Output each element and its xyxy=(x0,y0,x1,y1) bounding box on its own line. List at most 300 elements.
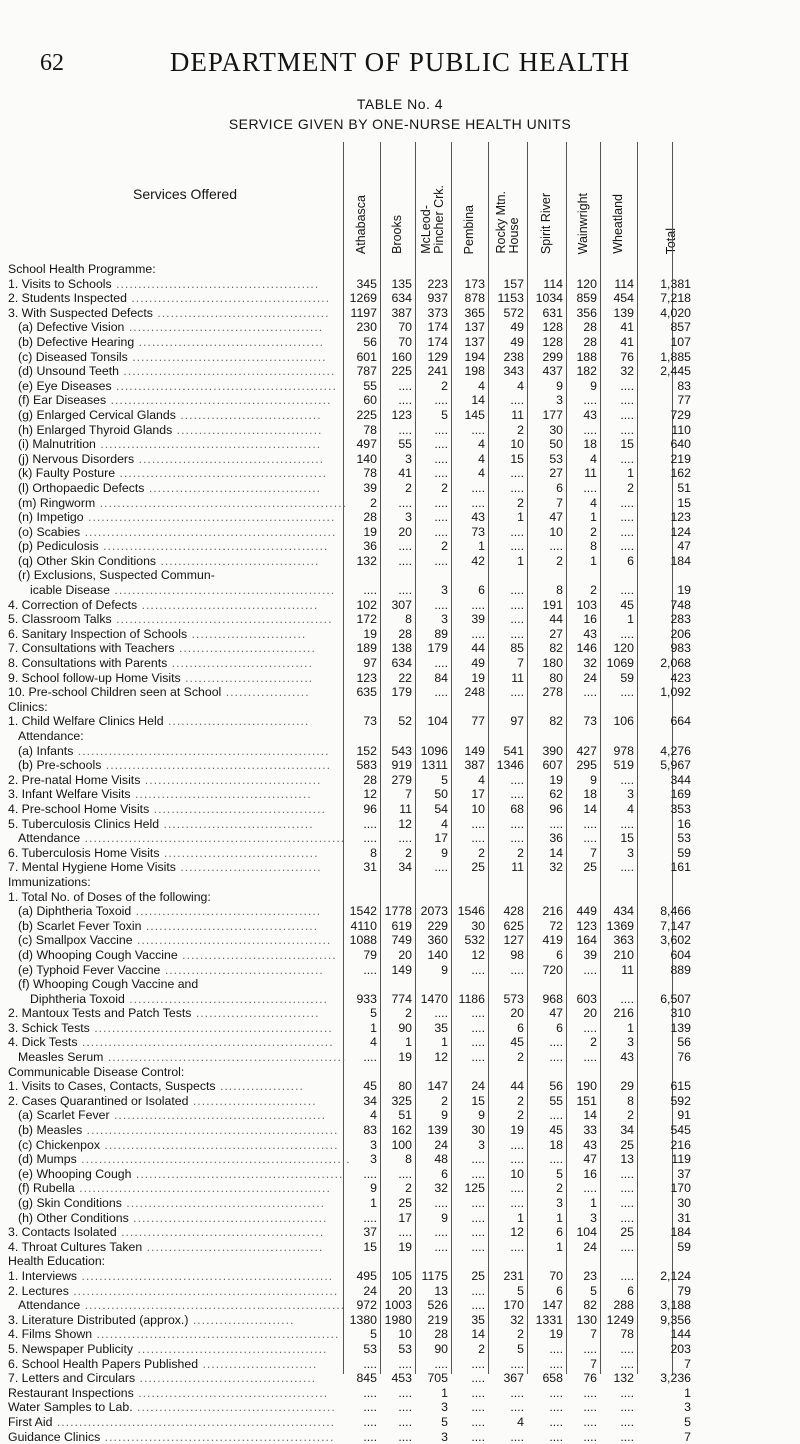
row-label xyxy=(8,1371,316,1386)
table-cell: 78 xyxy=(343,466,377,481)
leader-dots: ................................................... xyxy=(99,539,329,553)
table-cell: .... xyxy=(380,1415,412,1430)
table-cell: 241 xyxy=(415,364,448,379)
leader-dots: .......................... xyxy=(187,627,306,641)
table-cell: .... xyxy=(527,539,563,554)
table-cell: 4 xyxy=(451,773,485,788)
table-cell: 634 xyxy=(380,291,412,306)
table-cell: 104 xyxy=(415,714,448,729)
table-cell: 16 xyxy=(637,817,691,832)
section-heading xyxy=(8,875,91,890)
table-row xyxy=(0,656,800,671)
row-label xyxy=(8,1240,323,1255)
table-cell: 541 xyxy=(488,744,524,759)
table-cell: 1369 xyxy=(600,919,634,934)
table-cell: 48 xyxy=(415,1152,448,1167)
row-label xyxy=(18,320,323,335)
table-cell: 2 xyxy=(566,525,597,540)
section-heading xyxy=(8,1254,105,1269)
table-cell: 102 xyxy=(343,598,377,613)
table-cell: 20 xyxy=(380,948,412,963)
table-cell: 77 xyxy=(451,714,485,729)
table-cell: 179 xyxy=(380,685,412,700)
table-cell: 3 xyxy=(527,1196,563,1211)
leader-dots: ................................... xyxy=(160,846,319,860)
column-header xyxy=(488,142,527,254)
table-cell: .... xyxy=(415,452,448,467)
table-cell: 43 xyxy=(600,1050,634,1065)
table-cell: 7 xyxy=(566,846,597,861)
table-cell: .... xyxy=(488,1152,524,1167)
table-cell: 19 xyxy=(637,583,691,598)
table-cell: 4 xyxy=(415,817,448,832)
table-cell: 1197 xyxy=(343,306,377,321)
table-cell: 18 xyxy=(566,787,597,802)
table-cell: 104 xyxy=(566,1225,597,1240)
row-label-text: Guidance Clinics xyxy=(8,1430,100,1444)
table-cell: 1 xyxy=(415,1035,448,1050)
table-cell: .... xyxy=(566,1386,597,1401)
table-cell: 937 xyxy=(415,291,448,306)
table-cell: 28 xyxy=(343,510,377,525)
row-label xyxy=(8,1430,334,1444)
table-cell: .... xyxy=(380,1386,412,1401)
table-cell: 532 xyxy=(451,933,485,948)
table-cell: .... xyxy=(415,598,448,613)
table-cell: .... xyxy=(488,1357,524,1372)
table-cell: .... xyxy=(488,773,524,788)
table-cell: .... xyxy=(451,1152,485,1167)
row-label xyxy=(18,1138,339,1153)
table-cell: 139 xyxy=(600,306,634,321)
table-cell: 845 xyxy=(343,1371,377,1386)
table-cell: 225 xyxy=(380,364,412,379)
table-cell: 14 xyxy=(451,393,485,408)
table-cell: 55 xyxy=(343,379,377,394)
table-cell: 4 xyxy=(566,452,597,467)
table-cell: .... xyxy=(527,817,563,832)
table-cell: 6 xyxy=(600,554,634,569)
table-cell: 1 xyxy=(527,1211,563,1226)
table-cell: .... xyxy=(600,1167,634,1182)
row-label-text: Clinics: xyxy=(8,700,48,714)
table-cell: .... xyxy=(451,1240,485,1255)
table-cell: 39 xyxy=(566,948,597,963)
table-cell: 43 xyxy=(451,510,485,525)
table-row xyxy=(0,277,800,292)
table-cell: 19 xyxy=(380,1240,412,1255)
table-cell: 497 xyxy=(343,437,377,452)
table-cell: 3 xyxy=(600,1035,634,1050)
leader-dots: ............................................................... xyxy=(52,1415,335,1429)
table-cell: 32 xyxy=(566,656,597,671)
table-cell: .... xyxy=(488,831,524,846)
table-cell: 4,276 xyxy=(637,744,691,759)
table-cell: 231 xyxy=(488,1269,524,1284)
table-cell: 45 xyxy=(488,1035,524,1050)
row-label xyxy=(8,1021,333,1036)
table-cell: 49 xyxy=(488,335,524,350)
table-row xyxy=(0,1284,800,1299)
table-cell: 774 xyxy=(380,992,412,1007)
table-cell: 983 xyxy=(637,641,691,656)
table-cell: 9 xyxy=(566,773,597,788)
table-cell: 1 xyxy=(415,1386,448,1401)
table-row xyxy=(0,758,800,773)
row-label xyxy=(18,496,347,511)
table-cell: .... xyxy=(415,554,448,569)
section-heading xyxy=(8,700,48,715)
table-row xyxy=(0,992,800,1007)
table-cell: 203 xyxy=(637,1342,691,1357)
table-cell: 27 xyxy=(527,627,563,642)
row-label-text: 3. Literature Distributed (approx.) xyxy=(8,1313,188,1327)
leader-dots: ........................................................ xyxy=(84,510,336,524)
row-label xyxy=(18,1181,331,1196)
row-label xyxy=(18,554,319,569)
table-cell: 24 xyxy=(415,1138,448,1153)
leader-dots: ....................................... xyxy=(149,802,326,816)
table-cell: .... xyxy=(343,1386,377,1401)
table-cell: 32 xyxy=(488,1313,524,1328)
table-cell: 84 xyxy=(415,671,448,686)
column-header xyxy=(380,142,415,254)
table-cell: .... xyxy=(600,1342,634,1357)
table-cell: 1088 xyxy=(343,933,377,948)
table-cell: 592 xyxy=(637,1094,691,1109)
table-cell: .... xyxy=(566,1430,597,1444)
table-cell: 216 xyxy=(637,1138,691,1153)
table-cell: .... xyxy=(488,1430,524,1444)
table-cell: 152 xyxy=(343,744,377,759)
leader-dots: ............................................. xyxy=(125,992,328,1006)
table-cell: 1269 xyxy=(343,291,377,306)
table-cell: 55 xyxy=(380,437,412,452)
table-cell: 1 xyxy=(600,612,634,627)
table-cell: 24 xyxy=(566,1240,597,1255)
leader-dots: ............................................. xyxy=(122,1196,325,1210)
table-cell: 2 xyxy=(600,481,634,496)
table-cell: 225 xyxy=(343,408,377,423)
table-row xyxy=(0,627,800,642)
table-cell: .... xyxy=(380,583,412,598)
table-cell: 4 xyxy=(451,452,485,467)
row-label xyxy=(18,423,322,438)
table-cell: .... xyxy=(380,539,412,554)
table-cell: 15 xyxy=(488,452,524,467)
table-cell: 216 xyxy=(527,904,563,919)
table-row xyxy=(0,1371,800,1386)
table-cell: 5 xyxy=(415,773,448,788)
table-cell: .... xyxy=(343,1430,377,1444)
table-cell: 5 xyxy=(488,1284,524,1299)
row-label xyxy=(8,291,330,306)
table-cell: .... xyxy=(488,583,524,598)
table-cell: 283 xyxy=(637,612,691,627)
table-cell: 206 xyxy=(637,627,691,642)
row-label xyxy=(8,1094,317,1109)
table-cell: 2 xyxy=(488,496,524,511)
table-cell: .... xyxy=(527,1400,563,1415)
row-label-text: (q) Other Skin Conditions xyxy=(18,554,156,568)
table-cell: 82 xyxy=(566,1298,597,1313)
table-cell: 20 xyxy=(488,1006,524,1021)
table-cell: .... xyxy=(380,1225,412,1240)
table-cell: .... xyxy=(415,685,448,700)
table-cell: .... xyxy=(451,1430,485,1444)
leader-dots: ......................................................... xyxy=(82,1123,338,1137)
table-cell: 100 xyxy=(380,1138,412,1153)
table-cell: 47 xyxy=(527,1006,563,1021)
table-cell: .... xyxy=(600,1400,634,1415)
services-header: Services Offered xyxy=(30,186,340,202)
row-label-text: 5. Tuberculosis Clinics Held xyxy=(8,817,159,831)
table-cell: 10 xyxy=(380,1327,412,1342)
table-cell: 7 xyxy=(488,656,524,671)
row-label-text: (o) Scabies xyxy=(18,525,80,539)
row-label-text: (p) Pediculosis xyxy=(18,539,99,553)
table-cell: 3 xyxy=(343,1138,377,1153)
leader-dots: ........................................ xyxy=(137,598,318,612)
row-label-text: 7. Consultations with Teachers xyxy=(8,641,175,655)
table-cell: 3 xyxy=(380,452,412,467)
row-label-text: (c) Diseased Tonsils xyxy=(18,350,128,364)
table-cell: 189 xyxy=(343,641,377,656)
leader-dots: .......................................... xyxy=(134,335,324,349)
leader-dots: .................................... xyxy=(160,963,323,977)
table-cell: 6 xyxy=(527,1225,563,1240)
table-cell: 1 xyxy=(527,1240,563,1255)
table-cell: 6 xyxy=(527,481,563,496)
table-cell: 1331 xyxy=(527,1313,563,1328)
table-cell: 3 xyxy=(343,1152,377,1167)
table-row xyxy=(0,1211,800,1226)
table-cell: 295 xyxy=(566,758,597,773)
row-label-text: (a) Defective Vision xyxy=(18,320,124,334)
table-cell: 373 xyxy=(415,306,448,321)
table-cell: 70 xyxy=(380,335,412,350)
table-cell: .... xyxy=(527,1357,563,1372)
table-cell: 6 xyxy=(415,1167,448,1182)
table-row xyxy=(0,1357,800,1372)
table-cell: 140 xyxy=(415,948,448,963)
row-label-text: 4. Pre-school Home Visits xyxy=(8,802,149,816)
table-cell: 34 xyxy=(600,1123,634,1138)
table-cell: 619 xyxy=(380,919,412,934)
row-label-text: (a) Diphtheria Toxoid xyxy=(18,904,131,918)
table-cell: 128 xyxy=(527,320,563,335)
row-label-text: 2. Cases Quarantined or Isolated xyxy=(8,1094,188,1108)
table-cell: 149 xyxy=(380,963,412,978)
table-cell: 3 xyxy=(451,1138,485,1153)
table-cell: .... xyxy=(451,1284,485,1299)
table-cell: 82 xyxy=(527,714,563,729)
row-label xyxy=(8,1225,324,1240)
table-cell: 123 xyxy=(566,919,597,934)
table-cell: .... xyxy=(451,627,485,642)
row-label xyxy=(18,1167,343,1182)
column-header xyxy=(600,142,637,254)
leader-dots: ............................................ xyxy=(124,320,323,334)
leader-dots: ........................................ xyxy=(131,787,312,801)
table-row xyxy=(0,846,800,861)
row-label-text: 2. Lectures xyxy=(8,1284,69,1298)
table-cell: 1 xyxy=(566,554,597,569)
table-cell: 6 xyxy=(600,1284,634,1299)
table-cell: .... xyxy=(451,496,485,511)
table-cell: 53 xyxy=(343,1342,377,1357)
row-label xyxy=(18,831,345,846)
table-cell: 120 xyxy=(600,641,634,656)
table-cell: 30 xyxy=(451,1123,485,1138)
table-cell: .... xyxy=(451,1400,485,1415)
table-cell: 5 xyxy=(527,1167,563,1182)
table-row xyxy=(0,948,800,963)
table-cell: 19 xyxy=(488,1123,524,1138)
table-cell: 604 xyxy=(637,948,691,963)
leader-dots: .................................................. xyxy=(96,437,321,451)
table-cell: 2 xyxy=(488,1094,524,1109)
row-label xyxy=(18,510,335,525)
table-row xyxy=(0,1108,800,1123)
table-cell: 1249 xyxy=(600,1313,634,1328)
table-cell: 428 xyxy=(488,904,524,919)
row-label-text: (l) Orthopaedic Defects xyxy=(18,481,144,495)
table-cell: 9 xyxy=(415,846,448,861)
leader-dots: ...................................................... xyxy=(103,1050,346,1064)
table-cell: 35 xyxy=(415,1021,448,1036)
column-header xyxy=(566,142,600,254)
table-row xyxy=(0,1079,800,1094)
table-cell: 14 xyxy=(566,1108,597,1123)
table-cell: 344 xyxy=(637,773,691,788)
column-headers xyxy=(0,142,800,254)
table-cell: 229 xyxy=(415,919,448,934)
row-label-text: 3. Contacts Isolated xyxy=(8,1225,117,1239)
leader-dots: .................................................. xyxy=(110,583,335,597)
table-cell: 5 xyxy=(566,1284,597,1299)
table-cell: 140 xyxy=(343,452,377,467)
row-label xyxy=(18,1108,326,1123)
table-cell: 28 xyxy=(415,1327,448,1342)
table-cell: 76 xyxy=(600,350,634,365)
table-cell: 56 xyxy=(637,1035,691,1050)
table-cell: 3 xyxy=(415,583,448,598)
table-cell: 6 xyxy=(527,1021,563,1036)
table-row xyxy=(0,408,800,423)
table-row xyxy=(0,1094,800,1109)
table-cell: 4 xyxy=(451,466,485,481)
table-cell: 47 xyxy=(637,539,691,554)
table-cell: 80 xyxy=(380,1079,412,1094)
table-cell: 73 xyxy=(566,714,597,729)
table-cell: .... xyxy=(527,1152,563,1167)
table-cell: .... xyxy=(488,963,524,978)
row-label xyxy=(8,1313,294,1328)
table-cell: 390 xyxy=(527,744,563,759)
table-cell: 4 xyxy=(566,496,597,511)
table-cell: .... xyxy=(527,1035,563,1050)
row-label xyxy=(8,1327,339,1342)
table-cell: 1 xyxy=(566,510,597,525)
table-cell: 2 xyxy=(343,496,377,511)
leader-dots: ....................................................... xyxy=(92,1327,339,1341)
table-cell: 78 xyxy=(600,1327,634,1342)
table-cell: 56 xyxy=(343,335,377,350)
table-cell: 1470 xyxy=(415,992,448,1007)
row-label xyxy=(8,802,326,817)
table-cell: 223 xyxy=(415,277,448,292)
row-label xyxy=(30,992,328,1007)
table-cell: .... xyxy=(600,627,634,642)
table-cell: 12 xyxy=(343,787,377,802)
row-label xyxy=(30,583,335,598)
table-cell: .... xyxy=(451,1225,485,1240)
table-cell: 9 xyxy=(343,1181,377,1196)
table-cell: 365 xyxy=(451,306,485,321)
row-label-text: 1. Total No. of Doses of the following: xyxy=(8,890,211,904)
column-header-label: Athabasca xyxy=(355,191,368,254)
table-cell: 25 xyxy=(600,1138,634,1153)
table-cell: 4 xyxy=(488,379,524,394)
row-label-text: (d) Whooping Cough Vaccine xyxy=(18,948,178,962)
table-cell: .... xyxy=(380,1357,412,1372)
row-label-text: (b) Scarlet Fever Toxin xyxy=(18,919,141,933)
table-cell: 1 xyxy=(488,1211,524,1226)
table-cell: 59 xyxy=(637,846,691,861)
table-cell: 3 xyxy=(600,846,634,861)
table-cell: .... xyxy=(451,1415,485,1430)
table-cell: .... xyxy=(415,1196,448,1211)
table-cell: 19 xyxy=(343,525,377,540)
table-cell: .... xyxy=(600,1181,634,1196)
table-cell: 2073 xyxy=(415,904,448,919)
row-label-text: Water Samples to Lab. xyxy=(8,1400,133,1414)
table-cell: .... xyxy=(415,510,448,525)
row-label-text: (d) Unsound Teeth xyxy=(18,364,119,378)
table-cell: .... xyxy=(415,393,448,408)
table-cell: .... xyxy=(527,1415,563,1430)
table-cell: 41 xyxy=(600,320,634,335)
table-cell: 2,124 xyxy=(637,1269,691,1284)
row-label xyxy=(18,758,331,773)
table-cell: 60 xyxy=(343,393,377,408)
leader-dots: ................................. xyxy=(172,423,322,437)
table-cell: 437 xyxy=(527,364,563,379)
row-label-text: (n) Impetigo xyxy=(18,510,84,524)
table-cell: 13 xyxy=(415,1284,448,1299)
leader-dots: ........................................................... xyxy=(80,1298,345,1312)
table-row xyxy=(0,1021,800,1036)
table-cell: 3 xyxy=(566,1211,597,1226)
table-cell: 91 xyxy=(637,1108,691,1123)
row-label xyxy=(18,919,318,934)
table-cell: .... xyxy=(488,1240,524,1255)
table-cell: 45 xyxy=(343,1079,377,1094)
table-cell: 6,507 xyxy=(637,992,691,1007)
table-cell: 78 xyxy=(343,423,377,438)
table-cell: 2 xyxy=(380,846,412,861)
table-cell: 16 xyxy=(566,1167,597,1182)
table-cell: .... xyxy=(600,408,634,423)
table-cell: 15 xyxy=(600,831,634,846)
table-cell: 149 xyxy=(451,744,485,759)
table-row xyxy=(0,437,800,452)
table-cell: .... xyxy=(527,1386,563,1401)
leader-dots: ............................................... xyxy=(131,1167,343,1181)
table-cell: .... xyxy=(527,1342,563,1357)
row-label-text: (c) Chickenpox xyxy=(18,1138,100,1152)
